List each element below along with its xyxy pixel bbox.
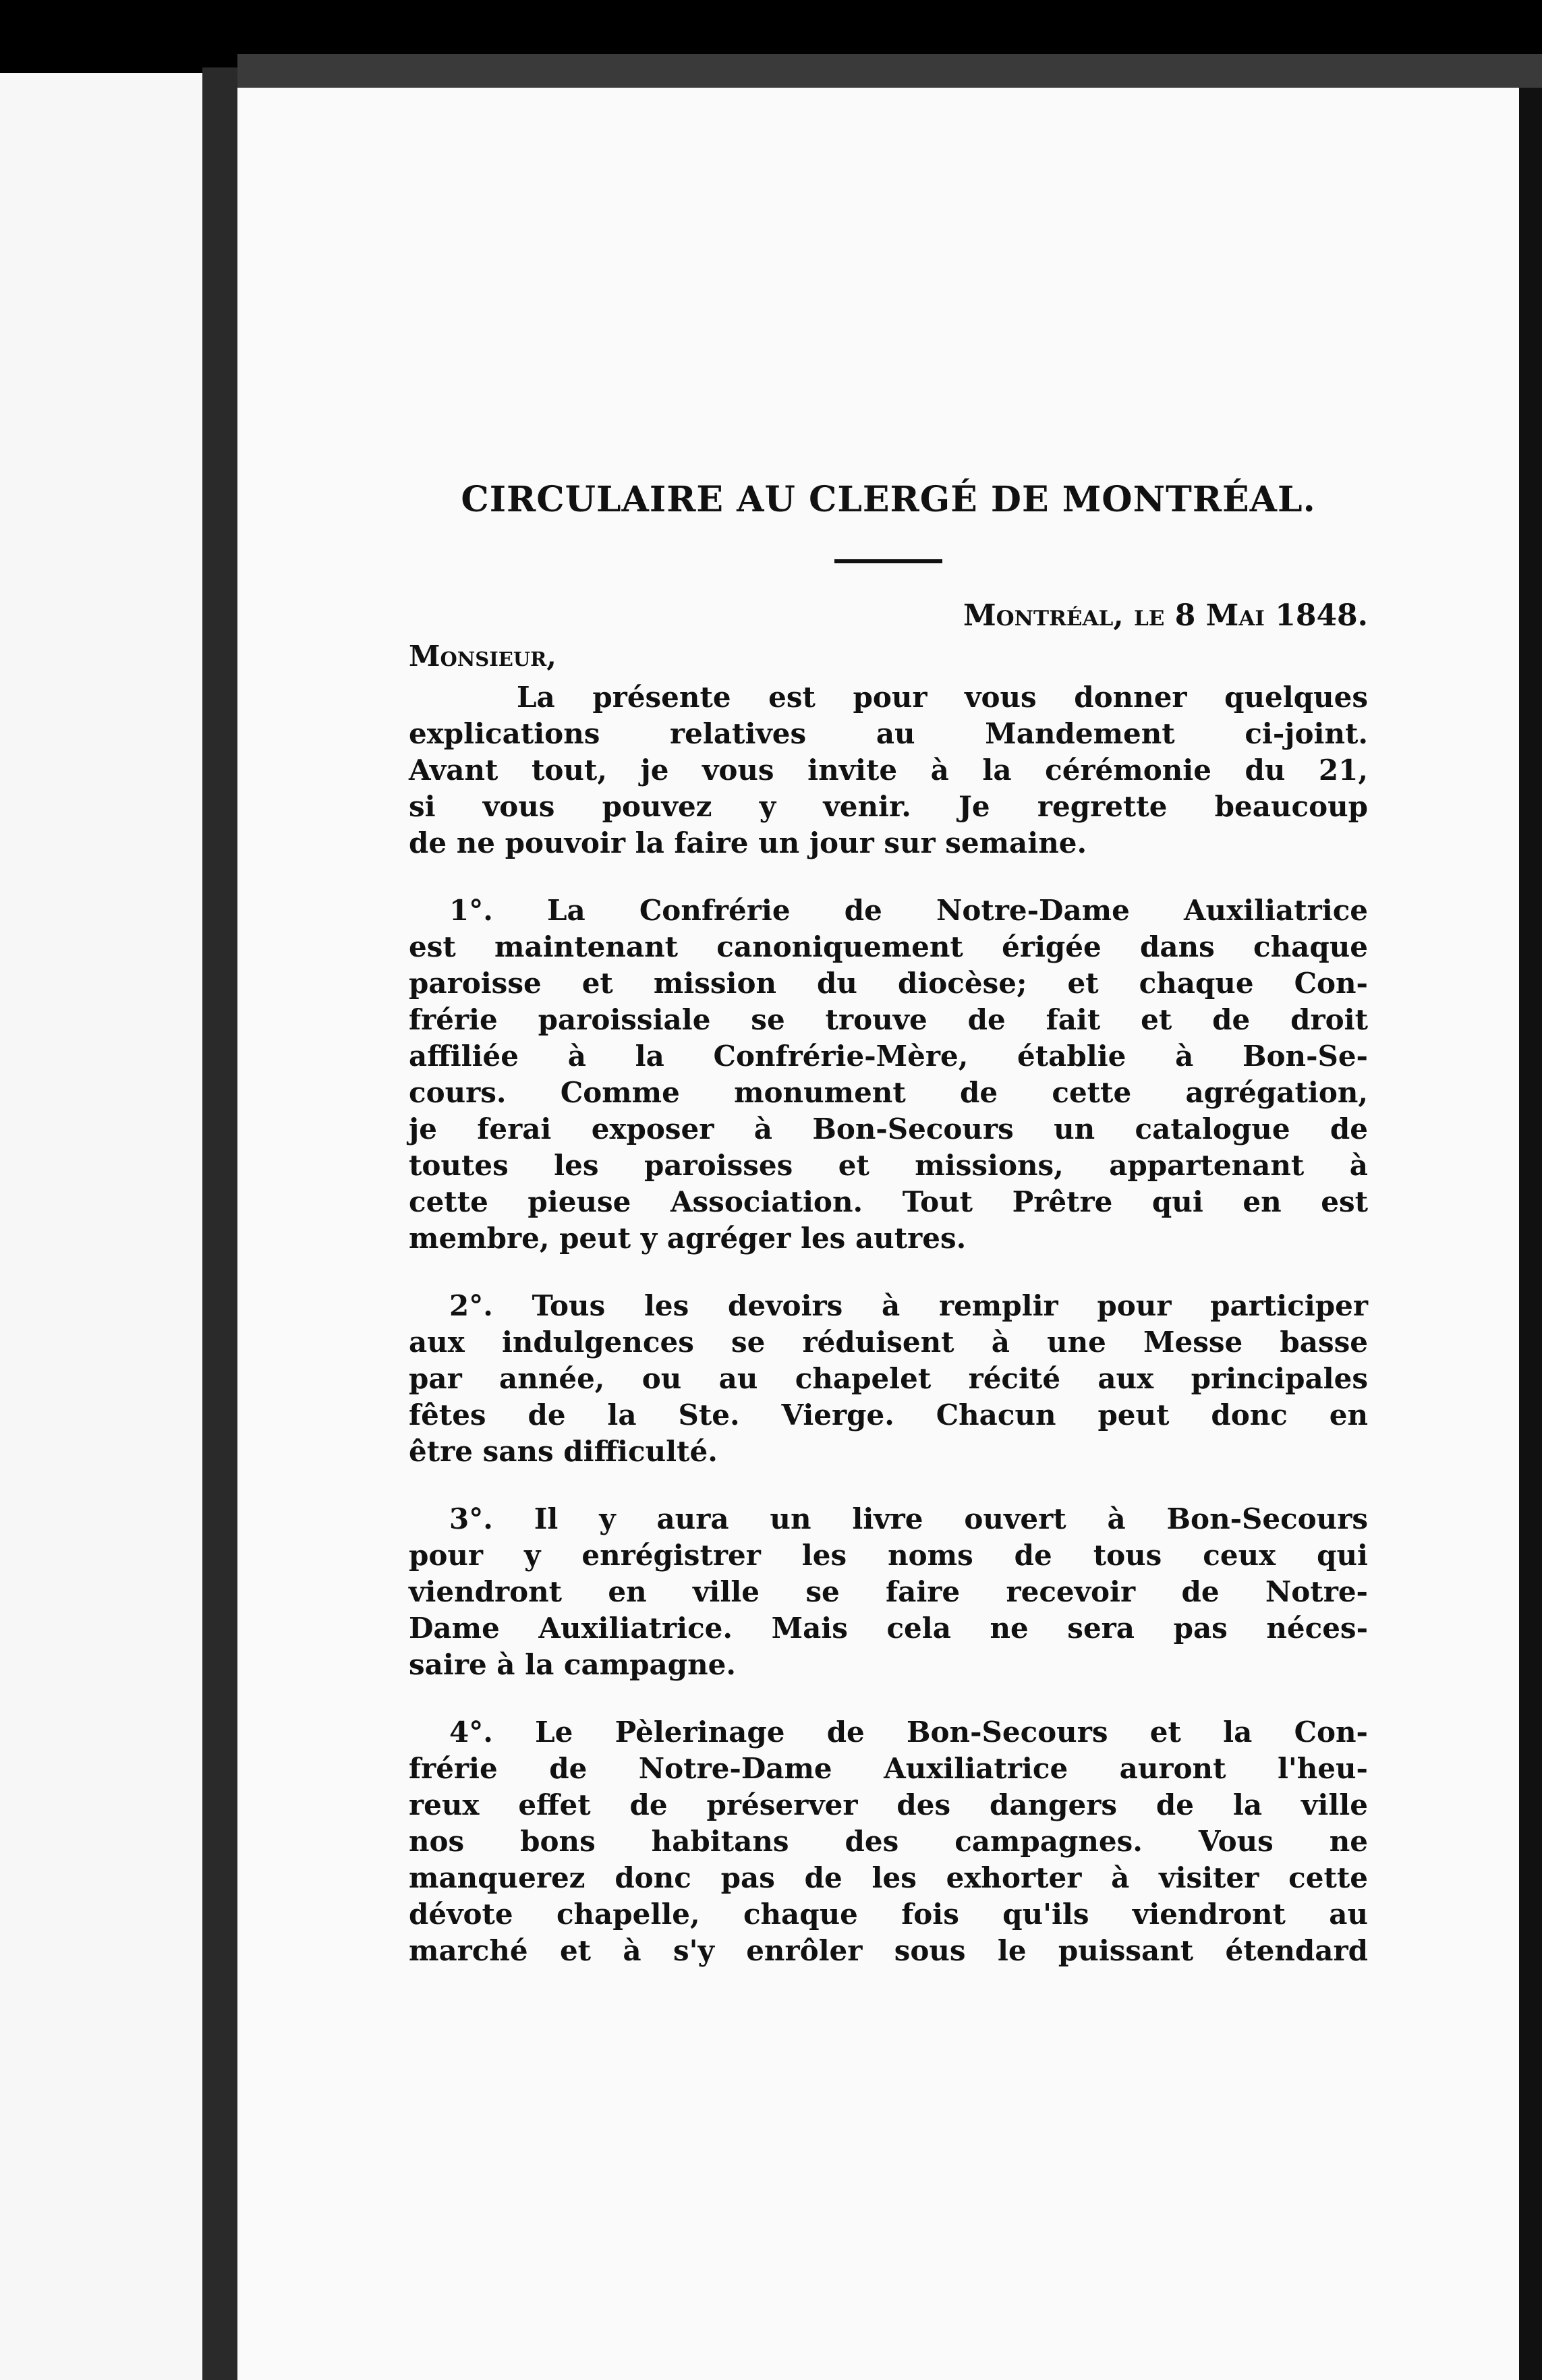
text-line: toutes les paroisses et missions, appartenant à bbox=[409, 1149, 1368, 1182]
text-line: manquerez donc pas de les exhorter à visiter cette bbox=[409, 1861, 1368, 1894]
text-line: nos bons habitans des campagnes. Vous ne bbox=[409, 1825, 1368, 1858]
text-line: de ne pouvoir la faire un jour sur semaine. bbox=[409, 826, 1087, 859]
paragraph-2 bbox=[409, 1288, 1368, 1470]
circular-title: CIRCULAIRE AU CLERGÉ DE MONTRÉAL. bbox=[461, 479, 1316, 520]
text-line: paroisse et mission du diocèse; et chaque Con- bbox=[409, 967, 1368, 1000]
text-line: reux effet de préserver des dangers de la ville bbox=[409, 1788, 1368, 1821]
left-page-margin bbox=[0, 73, 202, 2380]
text-line: 3°. Il y aura un livre ouvert à Bon-Secours bbox=[449, 1502, 1368, 1535]
text-line: membre, peut y agréger les autres. bbox=[409, 1222, 967, 1255]
text-line: dévote chapelle, chaque fois qu'ils viendront au bbox=[409, 1898, 1368, 1931]
text-line: par année, ou au chapelet récité aux principales bbox=[409, 1362, 1368, 1395]
top-page-edge bbox=[237, 54, 1542, 88]
text-line: cette pieuse Association. Tout Prêtre qui en est bbox=[409, 1185, 1368, 1218]
text-line: cours. Comme monument de cette agrégation, bbox=[409, 1076, 1368, 1109]
salutation: Monsieur, bbox=[409, 640, 556, 673]
text-line: si vous pouvez y venir. Je regrette beaucoup bbox=[409, 790, 1368, 823]
text-line: 2°. Tous les devoirs à remplir pour participer bbox=[449, 1289, 1368, 1322]
dateline: Montréal, le 8 Mai 1848. bbox=[963, 598, 1368, 633]
title-rule bbox=[834, 559, 942, 563]
letter-body bbox=[409, 479, 1368, 1969]
paragraph-intro bbox=[409, 679, 1368, 861]
text-line: frérie paroissiale se trouve de fait et de droit bbox=[409, 1003, 1368, 1036]
text-line: Avant tout, je vous invite à la cérémonie du 21, bbox=[409, 754, 1368, 787]
text-line: affiliée à la Confrérie-Mère, établie à Bon-Se- bbox=[409, 1040, 1368, 1073]
text-line: 4°. Le Pèlerinage de Bon-Secours et la Con- bbox=[449, 1716, 1368, 1749]
text-line: saire à la campagne. bbox=[409, 1648, 736, 1681]
text-line: fêtes de la Ste. Vierge. Chacun peut donc en bbox=[409, 1398, 1368, 1432]
text-line: est maintenant canoniquement érigée dans chaque bbox=[409, 930, 1368, 963]
book-gutter bbox=[202, 67, 237, 2380]
text-line: viendront en ville se faire recevoir de Notre- bbox=[409, 1575, 1368, 1608]
text-line: explications relatives au Mandement ci-joint. bbox=[409, 717, 1368, 750]
text-line: être sans difficulté. bbox=[409, 1435, 718, 1468]
text-line: La présente est pour vous donner quelques bbox=[517, 681, 1368, 714]
text-line: pour y enrégistrer les noms de tous ceux qui bbox=[409, 1539, 1368, 1572]
paragraph-1 bbox=[409, 893, 1368, 1257]
right-page-edge bbox=[1519, 88, 1542, 2380]
text-line: Dame Auxiliatrice. Mais cela ne sera pas néces- bbox=[409, 1612, 1368, 1645]
text-line: frérie de Notre-Dame Auxiliatrice auront l'heu- bbox=[409, 1752, 1368, 1785]
text-line: je ferai exposer à Bon-Secours un catalogue de bbox=[409, 1112, 1368, 1145]
text-line: marché et à s'y enrôler sous le puissant étendard bbox=[409, 1934, 1368, 1967]
paragraph-3 bbox=[409, 1501, 1368, 1683]
text-line: aux indulgences se réduisent à une Messe basse bbox=[409, 1326, 1368, 1359]
document-page bbox=[237, 88, 1519, 2380]
paragraph-4 bbox=[409, 1714, 1368, 1969]
text-line: 1°. La Confrérie de Notre-Dame Auxiliatrice bbox=[449, 894, 1368, 927]
